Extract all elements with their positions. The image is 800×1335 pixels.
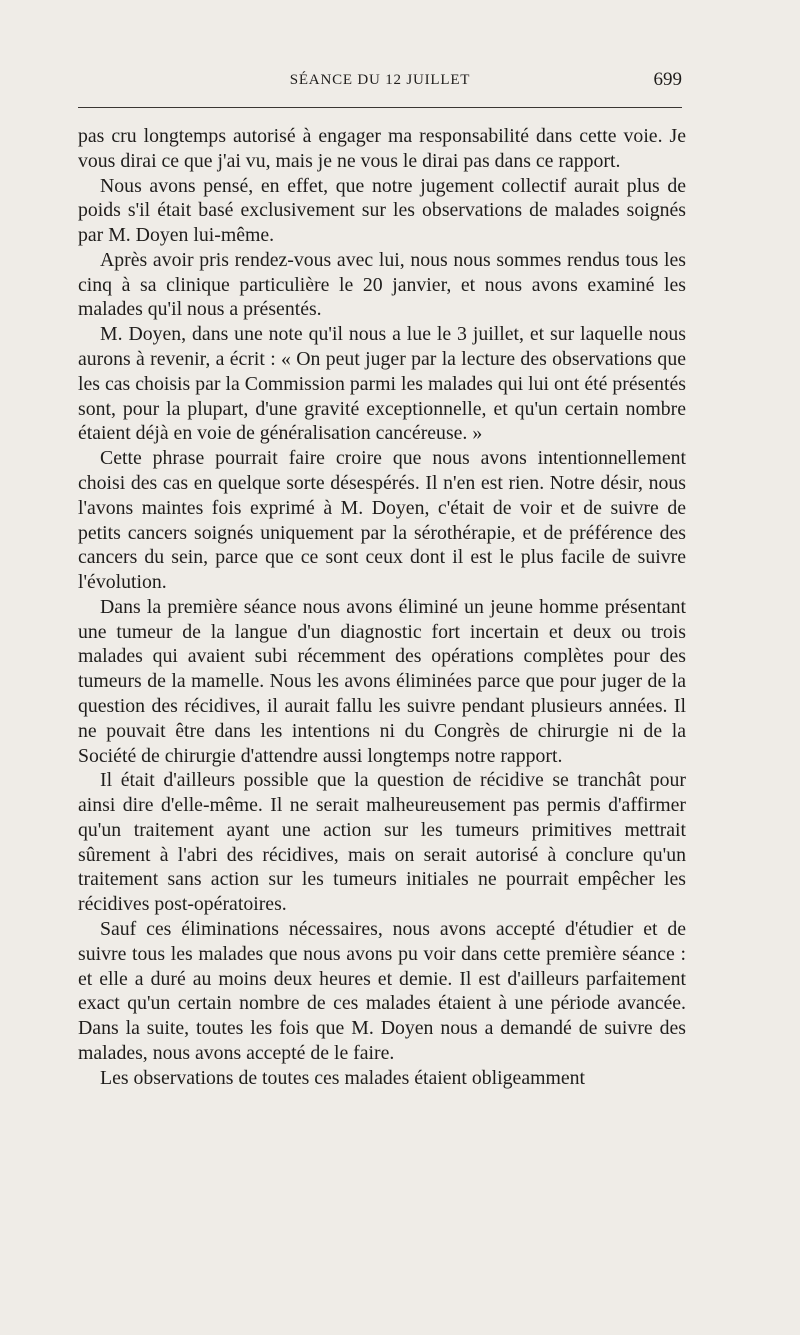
body-text: [78, 124, 686, 1090]
paragraph: Il était d'ailleurs possible que la question de récidive se tranchât pour ainsi dire d'elle-même. Il ne serait malheureusement pas permis d'affirmer qu'un traitement ayant une action sur les tumeurs primitives mettrait sûrement à l'abri des récidives, mais on serait autorisé à conclure qu'un traitement sans action sur les tumeurs initiales ne pourrait empêcher les récidives post-opératoires.: [78, 769, 686, 916]
paragraph: Après avoir pris rendez-vous avec lui, nous nous sommes rendus tous les cinq à sa clinique particulière le 20 janvier, et nous avons examiné les malades qu'il nous a présentés.: [78, 248, 686, 321]
page-number: 699: [653, 69, 682, 90]
paragraph: Nous avons pensé, en effet, que notre jugement collectif aurait plus de poids s'il était basé exclusivement sur les observations de malades soignés par M. Doyen lui-même.: [78, 174, 686, 247]
paragraph: Dans la première séance nous avons éliminé un jeune homme présentant une tumeur de la langue d'un diagnostic fort incertain et deux ou trois malades qui avaient subi récemment des opérations complètes pour des tumeurs de la mamelle. Nous les avons éliminées parce que pour juger de la question des récidives, il aurait fallu les suivre pendant plusieurs années. Il ne pouvait être dans les intentions ni du Congrès de chirurgie ni de la Société de chirurgie d'attendre aussi longtemps notre rapport.: [78, 595, 686, 767]
paragraph: Sauf ces éliminations nécessaires, nous avons accepté d'étudier et de suivre tous les malades que nous avons pu voir dans cette première séance : et elle a duré au moins deux heures et demie. Il est d'ailleurs parfaitement exact qu'un certain nombre de ces malades étaient à une période avancée. Dans la suite, toutes les fois que M. Doyen nous a demandé de suivre des malades, nous avons accepté de le faire.: [78, 918, 686, 1064]
page-header: [78, 66, 682, 96]
paragraph: pas cru longtemps autorisé à engager ma responsabilité dans cette voie. Je vous dirai ce que j'ai vu, mais je ne vous le dirai pas dans ce rapport.: [78, 125, 686, 172]
paragraph: Cette phrase pourrait faire croire que nous avons intentionnellement choisi des cas en quelque sorte désespérés. Il n'en est rien. Notre désir, nous l'avons maintes fois exprimé à M. Doyen, c'était de voir et de suivre de petits cancers soignés uniquement par la sérothérapie, et de préférence des cancers du sein, parce que ce sont ceux dont il est le plus facile de suivre l'évolution.: [78, 447, 686, 594]
paragraph: M. Doyen, dans une note qu'il nous a lue le 3 juillet, et sur laquelle nous aurons à revenir, a écrit : « On peut juger par la lecture des observations que les cas choisis par la Commission parmi les malades qui lui ont été présentés sont, pour la plupart, d'une gravité exceptionnelle, et qu'un certain nombre étaient déjà en voie de généralisation cancéreuse. »: [78, 323, 686, 445]
running-head: SÉANCE DU 12 JUILLET: [289, 72, 471, 88]
header-rule: [78, 107, 682, 108]
paragraph: Les observations de toutes ces malades étaient obligeamment: [100, 1066, 586, 1089]
